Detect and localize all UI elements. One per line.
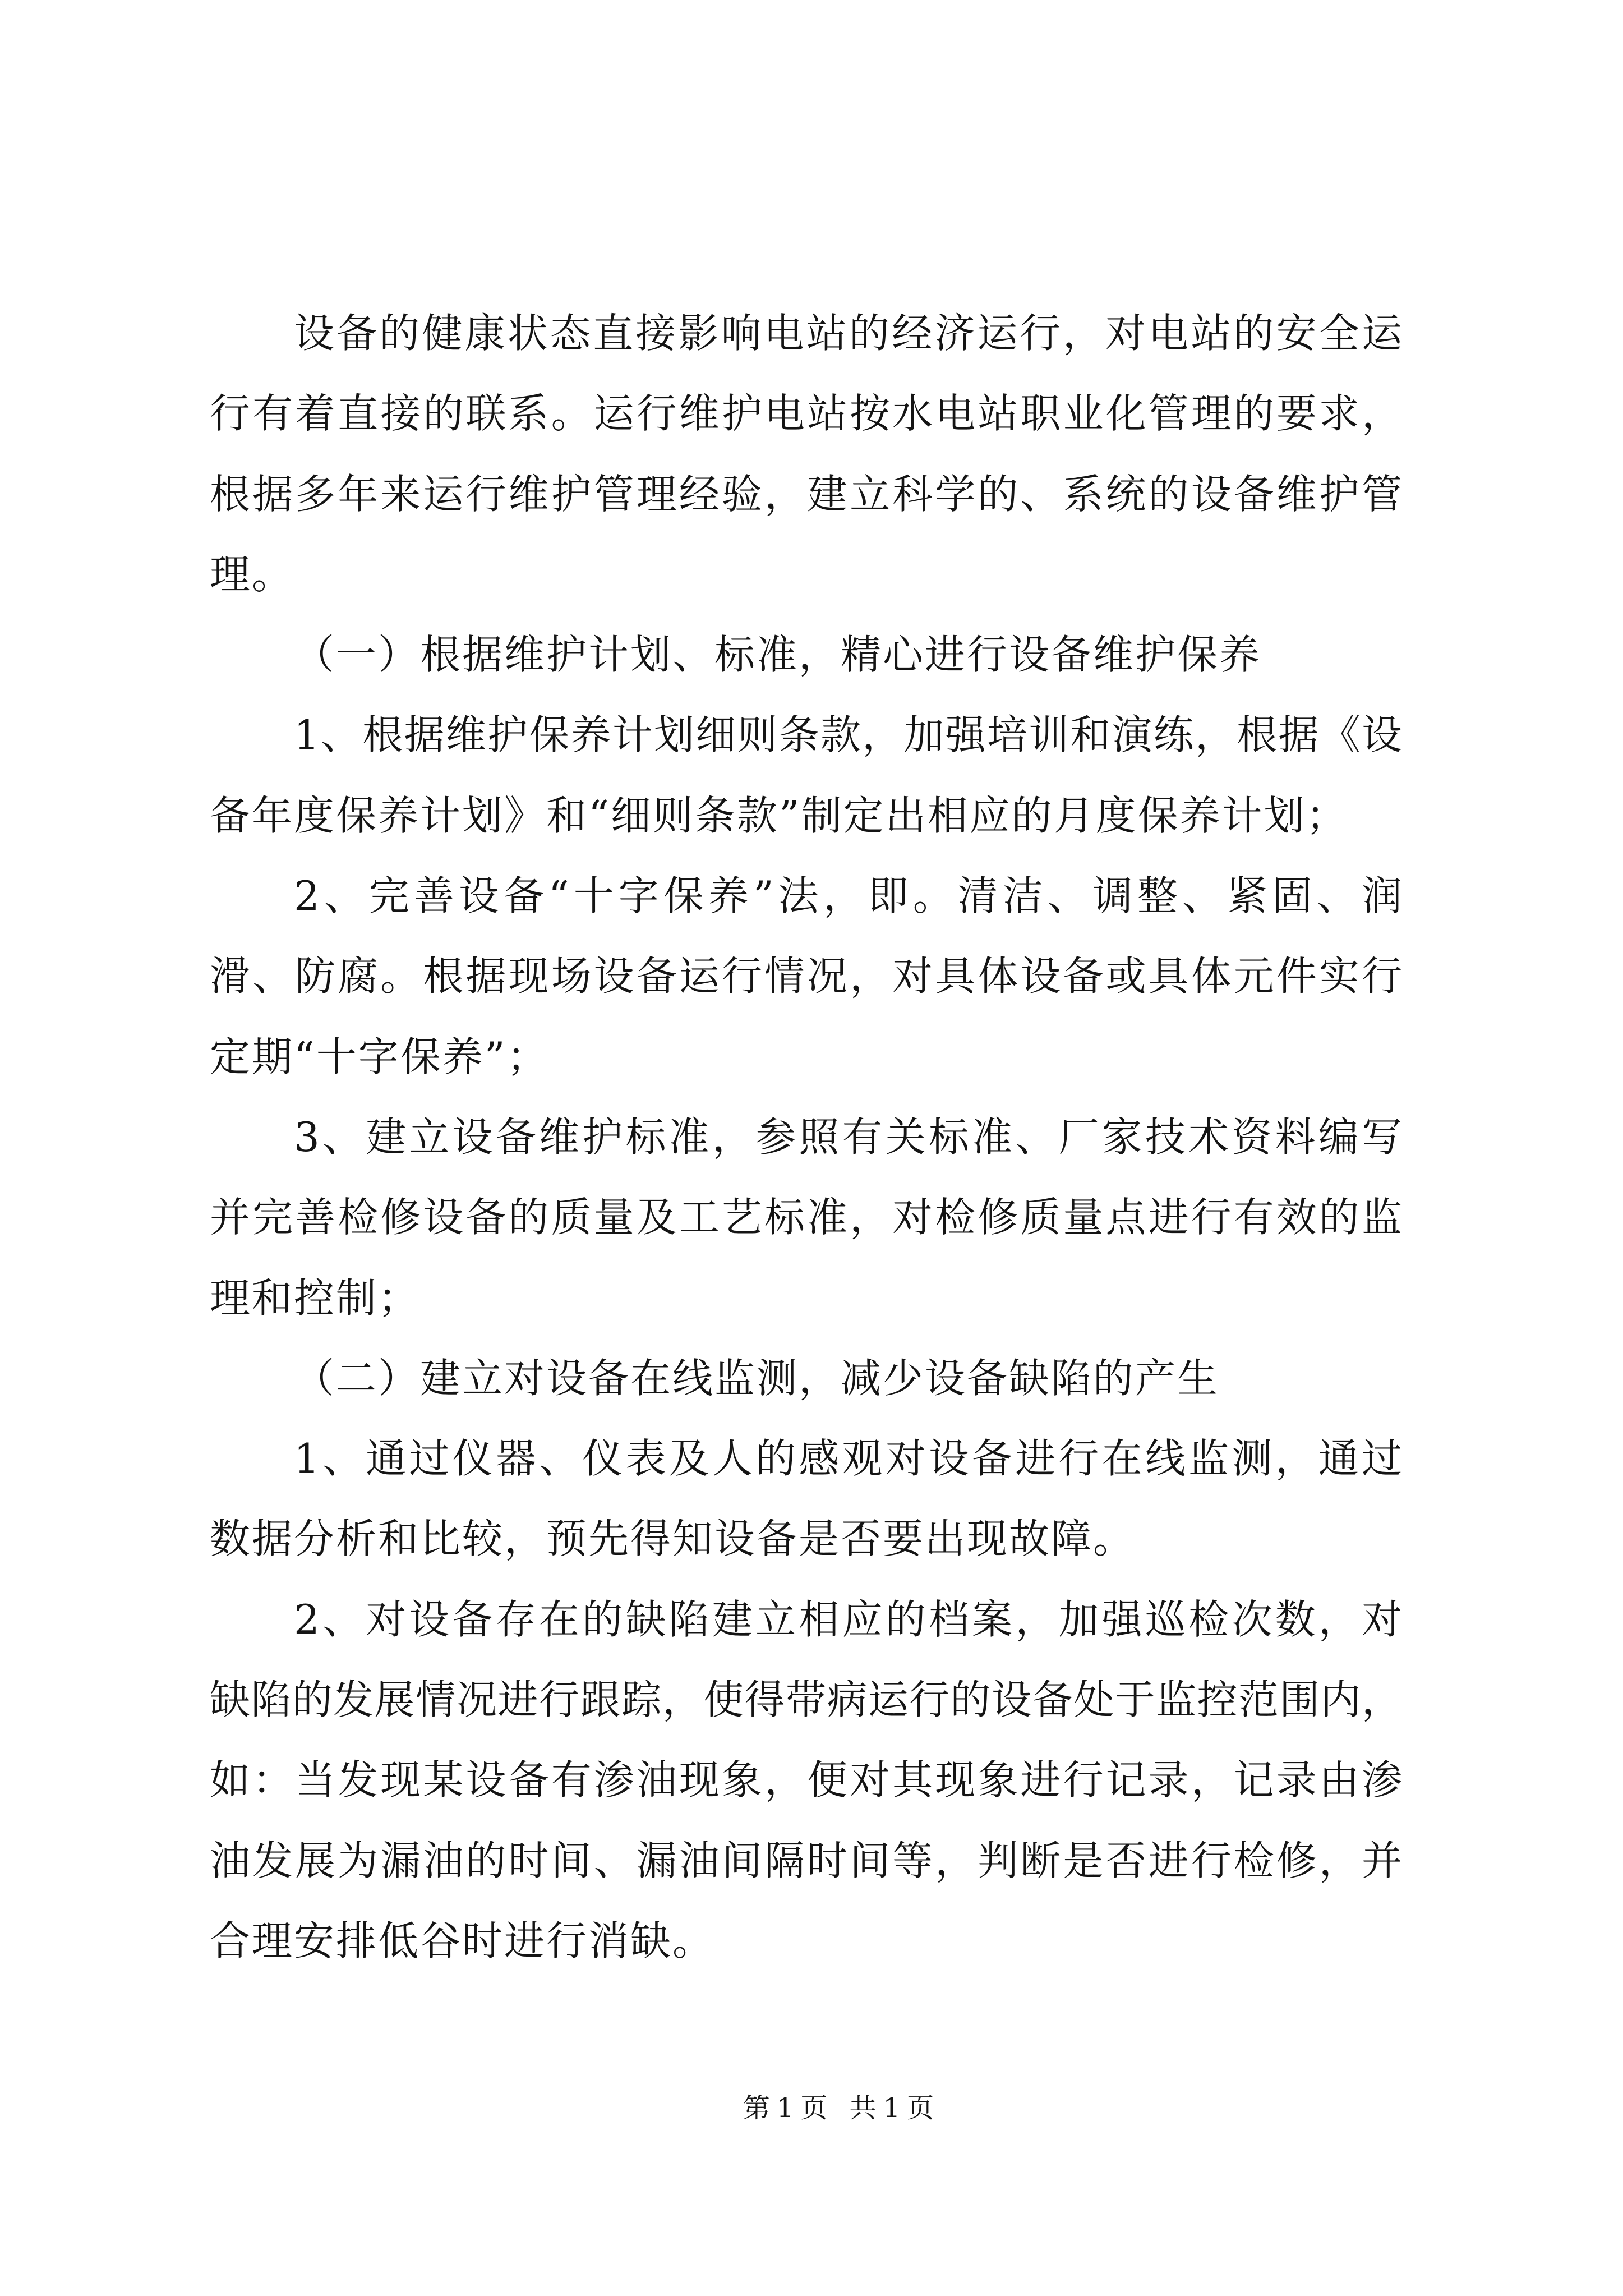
paragraph bbox=[210, 1419, 1402, 1580]
paragraph-line: 定期“十字保养”； bbox=[210, 1033, 549, 1080]
section-heading-text: （二）建立对设备在线监测，减少设备缺陷的产生 bbox=[294, 1354, 1220, 1402]
paragraph bbox=[210, 695, 1402, 856]
paragraph-line: 理和控制； bbox=[210, 1274, 421, 1322]
page-footer-page-number: 第1页 共1页 bbox=[743, 2092, 941, 2124]
paragraph-line: 行有着直接的联系。运行维护电站按水电站职业化管理的要求， bbox=[210, 390, 1402, 438]
paragraph-line: 2、对设备存在的缺陷建立相应的档案，加强巡检次数，对 bbox=[294, 1595, 1402, 1643]
paragraph-line: 1、通过仪器、仪表及人的感观对设备进行在线监测，通过 bbox=[294, 1435, 1402, 1483]
paragraph bbox=[210, 1097, 1402, 1338]
paragraph-line: 数据分析和比较，预先得知设备是否要出现故障。 bbox=[210, 1515, 1136, 1563]
document-body bbox=[210, 293, 1402, 1981]
paragraph-line: 滑、防腐。根据现场设备运行情况，对具体设备或具体元件实行 bbox=[210, 953, 1402, 1000]
paragraph-line: 如：当发现某设备有渗油现象，便对其现象进行记录，记录由渗 bbox=[210, 1756, 1402, 1804]
paragraph-line: 2、完善设备“十字保养”法，即。清洁、调整、紧固、润 bbox=[294, 872, 1402, 920]
section-heading bbox=[210, 1338, 1402, 1419]
paragraph-line: 缺陷的发展情况进行跟踪，使得带病运行的设备处于监控范围内， bbox=[210, 1676, 1402, 1724]
paragraph-line: 根据多年来运行维护管理经验，建立科学的、系统的设备维护管 bbox=[210, 470, 1402, 518]
paragraph-line: 备年度保养计划》和“细则条款”制定出相应的月度保养计划； bbox=[210, 792, 1348, 839]
section-heading-text: （一）根据维护计划、标准，精心进行设备维护保养 bbox=[294, 631, 1262, 679]
paragraph-line: 并完善检修设备的质量及工艺标准，对检修质量点进行有效的监 bbox=[210, 1194, 1402, 1241]
paragraph-line: 油发展为漏油的时间、漏油间隔时间等，判断是否进行检修，并 bbox=[210, 1837, 1402, 1884]
paragraph-line: 理。 bbox=[210, 550, 294, 598]
paragraph-line: 合理安排低谷时进行消缺。 bbox=[210, 1917, 715, 1964]
paragraph bbox=[210, 293, 1402, 615]
paragraph-line: 3、建立设备维护标准，参照有关标准、厂家技术资料编写 bbox=[294, 1113, 1402, 1161]
section-heading bbox=[210, 615, 1402, 695]
paragraph-line: 1、根据维护保养计划细则条款，加强培训和演练，根据《设 bbox=[294, 711, 1402, 759]
paragraph bbox=[210, 1580, 1402, 1981]
paragraph-line: 设备的健康状态直接影响电站的经济运行，对电站的安全运 bbox=[294, 310, 1402, 357]
paragraph bbox=[210, 856, 1402, 1097]
